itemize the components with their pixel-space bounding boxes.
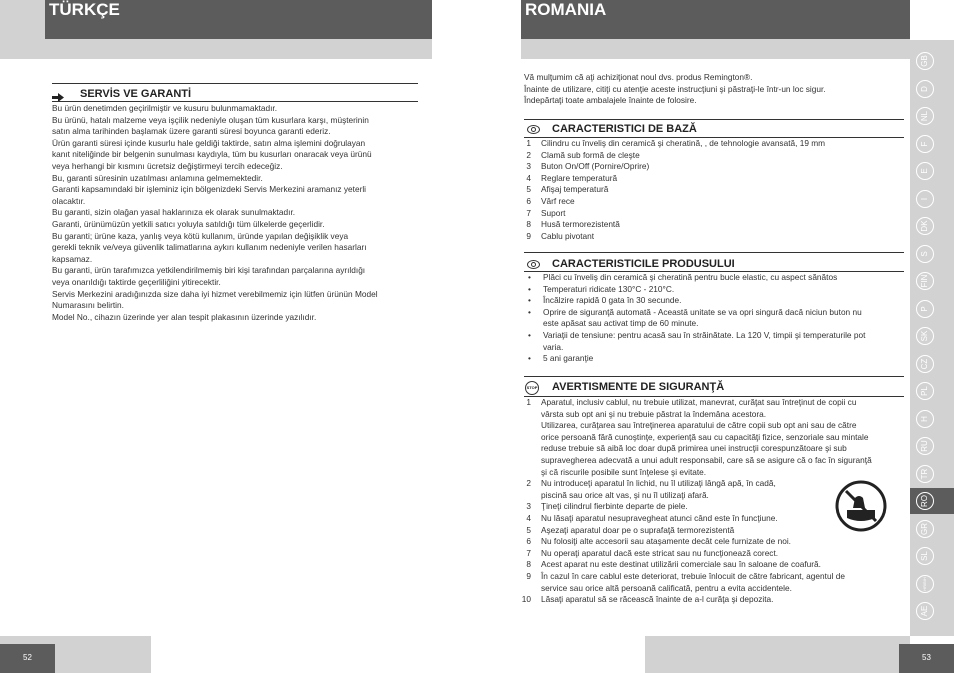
language-tab-sk[interactable]: SK (916, 327, 934, 345)
list-item (519, 467, 909, 479)
list-item (519, 409, 909, 421)
list-item (519, 231, 904, 243)
list-item-text: Variaţii de tensiune: pentru acasă sau în străinătate. La 120 V, timpii şi temperaturile pot (543, 329, 866, 340)
list-item (519, 583, 909, 595)
text-line: Bu garanti; ürüne kaza, yanlış veya kötü kullanım, üründe yapılan değişiklik veya (52, 230, 349, 241)
language-tab-i[interactable]: I (916, 190, 934, 208)
text-line: kapsamaz. (52, 253, 93, 264)
list-item-text: supravegherea adecvată a unui adult responsabil, care să se asigure că o fac în siguranţă (541, 454, 872, 465)
list-item-marker: 4 (526, 172, 531, 183)
service-warranty-title: SERVİS VE GARANTİ (80, 88, 192, 100)
text-line: Bu ürün denetimden geçirilmiştir ve kusuru bulunmamaktadır. (52, 103, 278, 113)
list-item-marker: 5 (526, 524, 531, 535)
list-item (519, 559, 909, 571)
list-item-text: Încălzire rapidă 0 gata în 30 secunde. (543, 295, 682, 306)
list-item-text: Vârf rece (541, 195, 575, 206)
list-item-marker: • (528, 353, 531, 364)
list-item-text: Nu folosiţi alte accesorii sau ataşamente decât cele furnizate de noi. (541, 536, 791, 547)
left-page-number: 52 (0, 644, 55, 673)
list-item (519, 455, 909, 467)
text-line: gerekli teknik ve/veya güvenlik talimatlarına aykırı kullanım nedeniyle verilen hasarları (52, 242, 367, 253)
language-tab-p[interactable]: P (916, 300, 934, 318)
text-line: Bu garanti, ürün tarafımızca yetkilendirilmemiş biri kişi tarafından parçalarına ayrıldığı (52, 265, 366, 276)
list-item-text: În cazul în care cablul este deteriorat, trebuie înlocuit de către fabricant, agentul de (541, 570, 845, 581)
product-features-title: CARACTERISTICILE PRODUSULUI (552, 258, 735, 270)
list-item-marker: 1 (526, 397, 531, 407)
list-item-text: Temperaturi ridicate 130°C - 210°C. (543, 283, 675, 294)
text-line: Ürün garanti süresi içinde kusurlu hale geldiği taktirde, satın alma işlemini doğrulayan (52, 137, 366, 148)
text-line: Bu, garanti süresinin uzatılması anlamına gelmemektedir. (52, 172, 263, 183)
text-line: veya herhangi bir kısmını ücretsiz değiştirmeyi tercih edeceğiz. (52, 160, 283, 171)
list-item-marker: 10 (521, 594, 531, 605)
language-tab-sl[interactable]: SL (916, 547, 934, 565)
list-item-text: Nu lăsaţi aparatul nesupravegheat atunci când este în funcţiune. (541, 512, 778, 523)
left-header-title: TÜRKÇE (45, 0, 432, 39)
list-item-marker: 7 (526, 547, 531, 558)
list-item-text: Ţineţi cilindrul fierbinte departe de piele. (541, 501, 688, 512)
warranty-text (52, 103, 422, 323)
list-item-text: Aparatul, inclusiv cablul, nu trebuie utilizat, manevrat, curăţat sau întreţinut de copii cu (541, 397, 857, 407)
language-tab-f[interactable]: F (916, 135, 934, 153)
right-page-number: 53 (899, 644, 954, 673)
list-item (526, 272, 906, 284)
text-line: Vă mulţumim că aţi achiziţionat noul dvs. produs Remington®. (524, 72, 753, 82)
language-tab-fin[interactable]: FIN (916, 272, 934, 290)
list-item-text: varia. (543, 341, 564, 352)
list-item-text: Clamă sub formă de cleşte (541, 149, 640, 160)
language-tab-ru[interactable]: RU (916, 437, 934, 455)
list-item (519, 219, 904, 231)
list-item-text: Nu introduceţi aparatul în lichid, nu îl utilizaţi lângă apă, în cadă, (541, 478, 776, 489)
right-header-title: ROMANIA (521, 0, 910, 39)
list-item-text: Buton On/Off (Pornire/Oprire) (541, 161, 650, 172)
list-item-marker: 4 (526, 512, 531, 523)
text-line: kanıt niteliğinde bir belgenin sunulması kaydıyla, tüm bu kusurları onaracak veya ürünü (52, 149, 372, 160)
language-sidebar (910, 40, 954, 636)
list-item-text: Nu operaţi aparatul dacă este stricat sau nu funcţionează corect. (541, 547, 779, 558)
list-item (519, 548, 909, 560)
list-item (519, 571, 909, 583)
list-item-text: Cilindru cu înveliş din ceramică şi cheratină, , de tehnologie avansată, 19 mm (541, 138, 826, 148)
list-item-text: Afişaj temperatură (541, 184, 609, 195)
eye-icon (527, 125, 540, 134)
list-item-marker: 9 (526, 570, 531, 581)
list-item-marker: 8 (526, 559, 531, 570)
list-item (519, 536, 909, 548)
language-tab-e[interactable]: E (916, 162, 934, 180)
list-item-text: Plăci cu înveliş din ceramică şi cheratină pentru bucle elastic, cu aspect sănătos (543, 272, 838, 282)
language-tab-nl[interactable]: NL (916, 107, 934, 125)
language-tab-tr[interactable]: TR (916, 465, 934, 483)
list-item-marker: • (528, 283, 531, 294)
list-item-text: Oprire de siguranţă automată - Aceastǎ unitate se va opri singurǎ dacǎ niciun buton nu (543, 306, 862, 317)
list-item (519, 420, 909, 432)
language-tab-ae[interactable]: AE (916, 602, 934, 620)
features-list (519, 138, 904, 242)
language-tab-gr[interactable]: GR (916, 520, 934, 538)
list-item-text: vârsta sub opt ani şi nu trebuie păstrat la îndemâna acestora. (541, 408, 767, 419)
list-item-marker: 6 (526, 536, 531, 547)
list-item (519, 208, 904, 220)
list-item (526, 330, 906, 342)
text-line: veya onarıldığı taktirde geçerliliğini yitirecektir. (52, 276, 221, 287)
language-tab-hrbih[interactable]: HR/BIH (916, 575, 934, 593)
language-tab-ro[interactable]: RO (916, 492, 934, 510)
language-tab-s[interactable]: S (916, 245, 934, 263)
text-line: Garanti, ürünümüzün yetkili satıcı yoluyla satıldığı tüm ülkelerde geçerlidir. (52, 218, 325, 229)
language-tab-h[interactable]: H (916, 410, 934, 428)
language-tab-pl[interactable]: PL (916, 382, 934, 400)
list-item-text: este apăsat sau activat timp de 60 minute. (543, 318, 699, 329)
features-title: CARACTERISTICI DE BAZĂ (552, 123, 697, 135)
list-item-marker: 2 (526, 149, 531, 160)
list-item-marker: • (528, 329, 531, 340)
safety-top-line (524, 376, 904, 377)
list-item (526, 353, 906, 365)
list-item-text: Utilizarea, curăţarea sau întreţinerea aparatului de către copii sub opt ani sau de către (541, 420, 857, 431)
list-item-marker: 8 (526, 219, 531, 230)
text-line: Bu ürünü, hatalı malzeme veya işçilik nedeniyle oluşan tüm kusurlara karşı, müşterinin (52, 114, 369, 125)
list-item-marker: • (528, 306, 531, 317)
product-features-list (526, 272, 906, 365)
features-top-line (524, 119, 904, 120)
text-line: Bu garanti, sizin olağan yasal haklarınıza ek olarak sunulmaktadır. (52, 207, 296, 218)
list-item-marker: 5 (526, 184, 531, 195)
list-item-text: piscină sau orice alt vas, şi nu îl utilizaţi afară. (541, 489, 709, 500)
safety-title: AVERTISMENTE DE SIGURANŢĂ (552, 381, 725, 393)
text-line: Servis Merkezini aradığınızda size daha iyi hizmet verebilmemiz için lütfen ürünün Model (52, 288, 378, 299)
text-line: Înainte de utilizare, citiţi cu atenţie aceste instrucţiuni şi păstraţi-le într-un loc sigur. (524, 83, 826, 94)
list-item-text: Acest aparat nu este destinat utilizării comerciale sau în saloane de coafură. (541, 559, 821, 570)
list-item-marker: 1 (526, 138, 531, 148)
list-item (519, 138, 904, 150)
section-top-line (52, 83, 418, 84)
list-item (519, 594, 909, 606)
list-item-marker: 3 (526, 501, 531, 512)
list-item-text: service sau orice altă persoană calificată, pentru a evita accidentele. (541, 582, 792, 593)
list-item (526, 295, 906, 307)
list-item (519, 443, 909, 455)
list-item-marker: 9 (526, 230, 531, 241)
section-bottom-line (52, 101, 418, 102)
language-tab-d[interactable]: D (916, 80, 934, 98)
list-item-text: reduse trebuie să aibă loc doar după primirea unei instrucţii corespunzătoare şi sub (541, 443, 847, 454)
list-item-text: 5 ani garanţie (543, 353, 594, 364)
list-item-marker: 6 (526, 195, 531, 206)
language-tab-dk[interactable]: DK (916, 217, 934, 235)
text-line: olacaktır. (52, 195, 86, 206)
intro-text (524, 72, 904, 107)
eye-icon (527, 260, 540, 269)
list-item-marker: 3 (526, 161, 531, 172)
text-line: Numarasını belirtin. (52, 300, 124, 311)
list-item-text: şi că riscurile posibile sunt înţelese şi evitate. (541, 466, 707, 477)
list-item-text: Cablu pivotant (541, 230, 595, 241)
text-line: Îndepărtaţi toate ambalajele înainte de folosire. (524, 95, 697, 106)
list-item (519, 150, 904, 162)
language-tab-gb[interactable]: GB (916, 52, 934, 70)
list-item (519, 173, 904, 185)
list-item-text: Reglare temperatură (541, 172, 618, 183)
list-item (526, 307, 906, 319)
right-footer-background (645, 636, 910, 673)
list-item (519, 397, 909, 409)
arrow-right-icon (52, 89, 64, 98)
list-item (519, 432, 909, 444)
list-item-text: Aşezaţi aparatul doar pe o suprafaţă termorezistentă (541, 524, 735, 535)
list-item-text: Husă termorezistentă (541, 219, 620, 230)
text-line: Model No., cihazın üzerinde yer alan tespit plakasının üzerinde yazılıdır. (52, 311, 317, 322)
text-line: Garanti kapsamındaki bir işleminiz için bölgenizdeki Servis Merkezini aramanız yeterli (52, 184, 367, 195)
list-item (526, 342, 906, 354)
stop-icon: STOP (525, 381, 539, 395)
list-item (526, 284, 906, 296)
list-item-text: Suport (541, 207, 566, 218)
text-line: satın alma tarihinden başlamak üzere garanti süresi boyunca garanti ederiz. (52, 126, 331, 137)
no-water-bath-icon (835, 480, 887, 532)
list-item (519, 196, 904, 208)
list-item-marker: • (528, 295, 531, 306)
list-item-text: Lăsaţi aparatul să se răcească înainte de a-l curăţa şi depozita. (541, 594, 774, 605)
list-item-marker: • (528, 272, 531, 282)
list-item-marker: 7 (526, 207, 531, 218)
list-item (526, 318, 906, 330)
list-item-marker: 2 (526, 478, 531, 489)
list-item (519, 161, 904, 173)
language-tab-cz[interactable]: CZ (916, 355, 934, 373)
product-features-top-line (524, 252, 904, 253)
list-item (519, 184, 904, 196)
list-item-text: orice persoană fără cunoştinţe, experienţă sau cu capacităţi fizice, senzoriale sau mintale (541, 431, 869, 442)
